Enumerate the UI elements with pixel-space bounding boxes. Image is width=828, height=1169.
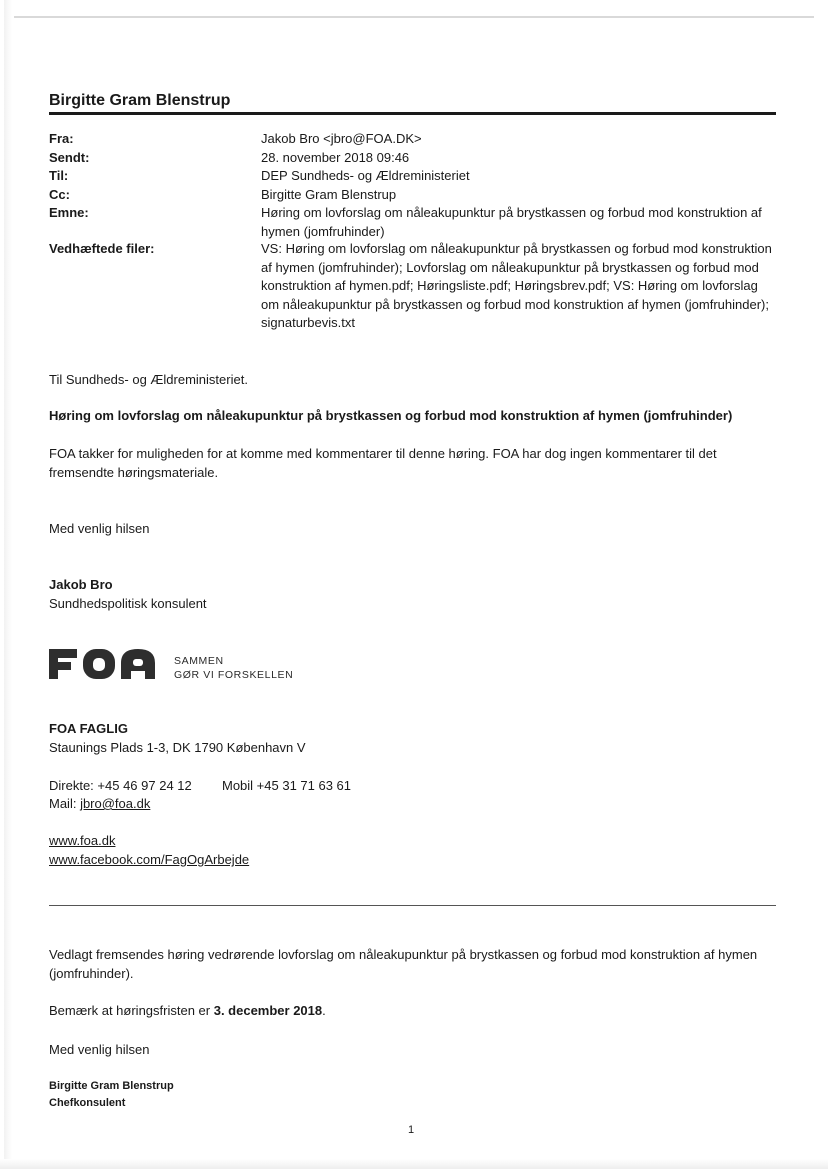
deadline-suffix: . [322,1003,326,1018]
website-link[interactable]: www.foa.dk [49,833,116,848]
closing: Med venlig hilsen [49,521,150,536]
greeting: Til Sundheds- og Ældreministeriet. [49,372,248,387]
forward-divider [49,905,776,906]
body-subject: Høring om lovforslag om nåleakupunktur på brystkassen og forbud mod konstruktion af hymen (jomfruhinder) [49,408,733,423]
attachments-value: VS: Høring om lovforslag om nåleakupunktur på brystkassen og forbud mod konstruktion af hymen (jomfruhinder); Lovforslag om nåleakupunktur på brystkassen og forbud mod konstruktion af hymen.pdf; Høringsliste.pdf; Høringsbrev.pdf; VS: Høring om lovforslag om nåleakupunktur på brystkassen og forbud mod konstruktion af hymen (jomfruhinder); signaturbevis.txt [261,241,772,330]
org-address: Staunings Plads 1-3, DK 1790 København V [49,740,306,755]
sent-value: 28. november 2018 09:46 [261,150,410,165]
forward-signer-name: Birgitte Gram Blenstrup [49,1080,174,1092]
direct-phone: Direkte: +45 46 97 24 12 [49,778,192,793]
subject-label: Emne: [49,205,89,220]
deadline-line [49,1001,326,1020]
mobile-phone: Mobil +45 31 71 63 61 [222,778,352,793]
scan-edge-top [14,16,814,18]
logo-tagline-2: GØR VI FORSKELLEN [174,669,294,681]
header-divider [49,112,776,115]
signer-name: Jakob Bro [49,577,113,592]
scan-edge-left [4,0,12,1169]
forward-signer-title: Chefkonsulent [49,1097,126,1109]
forward-paragraph: Vedlagt fremsendes høring vedrørende lovforslag om nåleakupunktur på brystkassen og forbud mod konstruktion af hymen (jomfruhinder). [49,947,758,981]
to-value: DEP Sundheds- og Ældreministeriet [261,168,470,183]
to-label: Til: [49,168,69,183]
cc-label: Cc: [49,187,70,202]
logo-tagline-1: SAMMEN [174,655,224,667]
forward-closing: Med venlig hilsen [49,1042,150,1057]
signer-title: Sundhedspolitisk konsulent [49,596,207,611]
facebook-link[interactable]: www.facebook.com/FagOgArbejde [49,852,250,867]
from-label: Fra: [49,131,74,146]
page-number: 1 [408,1124,415,1136]
deadline-prefix: Bemærk at høringsfristen er [49,1003,214,1018]
sent-label: Sendt: [49,150,90,165]
mailbox-owner-name: Birgitte Gram Blenstrup [49,92,231,109]
mail-line [49,794,150,813]
mail-link[interactable]: jbro@foa.dk [80,796,151,811]
mail-label: Mail: [49,796,81,811]
foa-logo [49,647,161,681]
from-value: Jakob Bro <jbro@FOA.DK> [261,131,422,146]
scan-edge-bottom [0,1159,828,1169]
cc-value: Birgitte Gram Blenstrup [261,187,397,202]
org-name: FOA FAGLIG [49,721,128,736]
attachments-label: Vedhæftede filer: [49,241,155,256]
body-message: FOA takker for muligheden for at komme med kommentarer til denne høring. FOA har dog ingen kommentarer til det fremsendte høringsmateriale. [49,446,717,480]
subject-value: Høring om lovforslag om nåleakupunktur på brystkassen og forbud mod konstruktion af hymen (jomfruhinder) [261,205,762,239]
deadline-date: 3. december 2018 [213,1003,323,1018]
